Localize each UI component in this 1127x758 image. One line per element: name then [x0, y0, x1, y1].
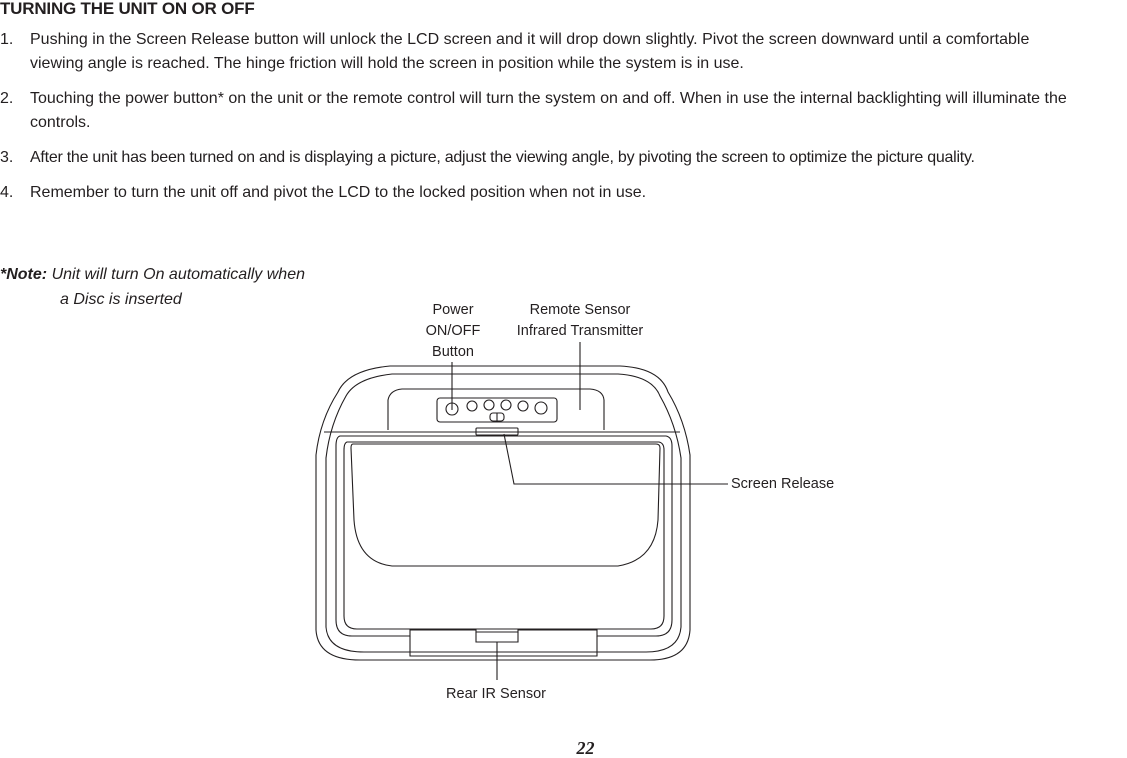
step-text: Remember to turn the unit off and pivot the LCD to the locked position when not in use. — [30, 184, 647, 201]
screen-release-label: Screen Release — [731, 476, 835, 492]
control-panel — [388, 389, 604, 430]
note-line-1: Unit will turn On automatically when — [51, 266, 305, 283]
power-label-line-3: Button — [432, 344, 474, 360]
screen-frame-inner — [344, 442, 664, 629]
remote-sensor-label — [495, 300, 665, 342]
step-text: After the unit has been turned on and is displaying a picture, adjust the viewing angle, by pivoting the screen to optimize the picture quality. — [30, 149, 975, 166]
lcd-screen — [351, 444, 660, 566]
page-number: 22 — [576, 738, 595, 758]
power-label — [412, 300, 494, 363]
note-line-2: a Disc is inserted — [60, 291, 182, 308]
power-label-line-1: Power — [432, 302, 474, 318]
housing-outer — [316, 366, 690, 660]
remote-label-line-2: Infrared Transmitter — [516, 323, 644, 339]
rear-ir-sensor — [476, 632, 518, 642]
power-label-line-2: ON/OFF — [425, 323, 481, 339]
step-number: 3. — [0, 149, 14, 166]
step-number: 4. — [0, 184, 14, 201]
step-number: 1. — [0, 31, 14, 48]
note-label: *Note: — [0, 266, 48, 283]
step-text: Pushing in the Screen Release button will unlock the LCD screen and it will drop down slightly. Pivot the screen downward until a comfortable viewing angle is reached. The hinge friction will hold the screen in position while the system is in use. — [30, 31, 1030, 72]
step-number: 2. — [0, 90, 14, 107]
screen-frame-outer — [336, 436, 672, 636]
section-heading: TURNING THE UNIT ON OR OFF — [0, 0, 255, 18]
rear-ir-label: Rear IR Sensor — [446, 686, 546, 702]
step-text: Touching the power button* on the unit or the remote control will turn the system on and off. When in use the internal backlighting will illuminate the controls. — [30, 90, 1067, 131]
remote-label-line-1: Remote Sensor — [529, 302, 631, 318]
